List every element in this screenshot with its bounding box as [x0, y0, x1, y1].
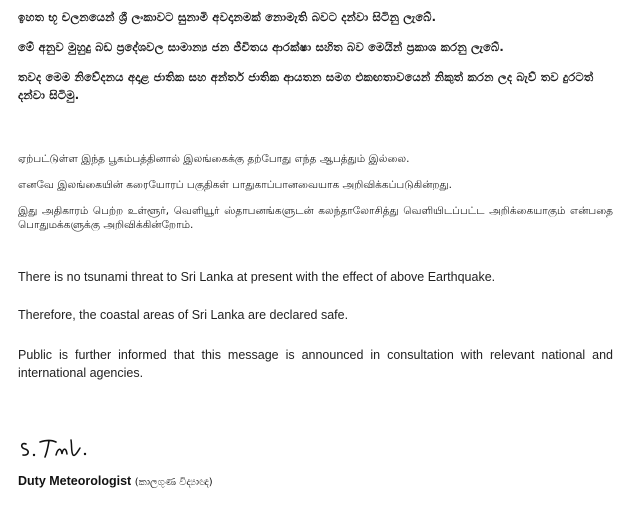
signatory-title [18, 474, 213, 488]
sinhala-paragraph-1: ඉහත භූ චලනයෙන් ශ්‍රී ලංකාවට සුනාමි අවදානමක් නොමැති බවට දන්වා සිටිනු ලැබේ. [18, 10, 437, 24]
english-paragraph-2: Therefore, the coastal areas of Sri Lanka are declared safe. [18, 308, 349, 322]
signatory-title-english: Duty Meteorologist [18, 474, 132, 488]
tamil-paragraph-1: ஏற்பட்டுள்ள இந்த பூகம்பத்தினால் இலங்கைக்கு தற்போது எந்த ஆபத்தும் இல்லை. [18, 153, 410, 165]
english-paragraph-1: There is no tsunami threat to Sri Lanka at present with the effect of above Earthquake. [18, 270, 496, 284]
tamil-paragraph-3: இது அதிகாரம் பெற்ற உள்ளூர், வெளியூர் ஸ்தாபனங்களுடன் கலந்தாலோசித்து வெளியிடப்பட்ட அறிக்கையாகும் என்பதை பொதுமக்களுக்கு அறிவிக்கின்றோம். [18, 205, 613, 231]
sinhala-paragraph-3: තවද මෙම නිවේදනය අදාළ ජාතික සහ අන්තර් ජාතික ආයතන සමග එකඟතාවයෙන් නිකුත් කරන ලද බැව් තව දුරටත් දන්වා සිටිමු. [18, 70, 594, 102]
signatory-title-sinhala: (කාලගුණ විද්‍යාඥ) [134, 477, 213, 488]
tamil-paragraph-2: எனவே இலங்கையின் கரையோரப் பகுதிகள் பாதுகாப்பானவையாக அறிவிக்கப்படுகின்றது. [18, 179, 452, 191]
handwritten-signature [18, 436, 108, 462]
english-paragraph-3: Public is further informed that this message is announced in consultation with relevant national and international agencies. [18, 348, 613, 380]
sinhala-paragraph-2: මේ අනුව මුහුදු බඩ ප්‍රදේශවල සාමාන්‍ය ජන ජීවිතය ආරක්ෂා සහිත බව මෙයින් ප්‍රකාශ කරනු ලැබේ. [18, 40, 505, 54]
